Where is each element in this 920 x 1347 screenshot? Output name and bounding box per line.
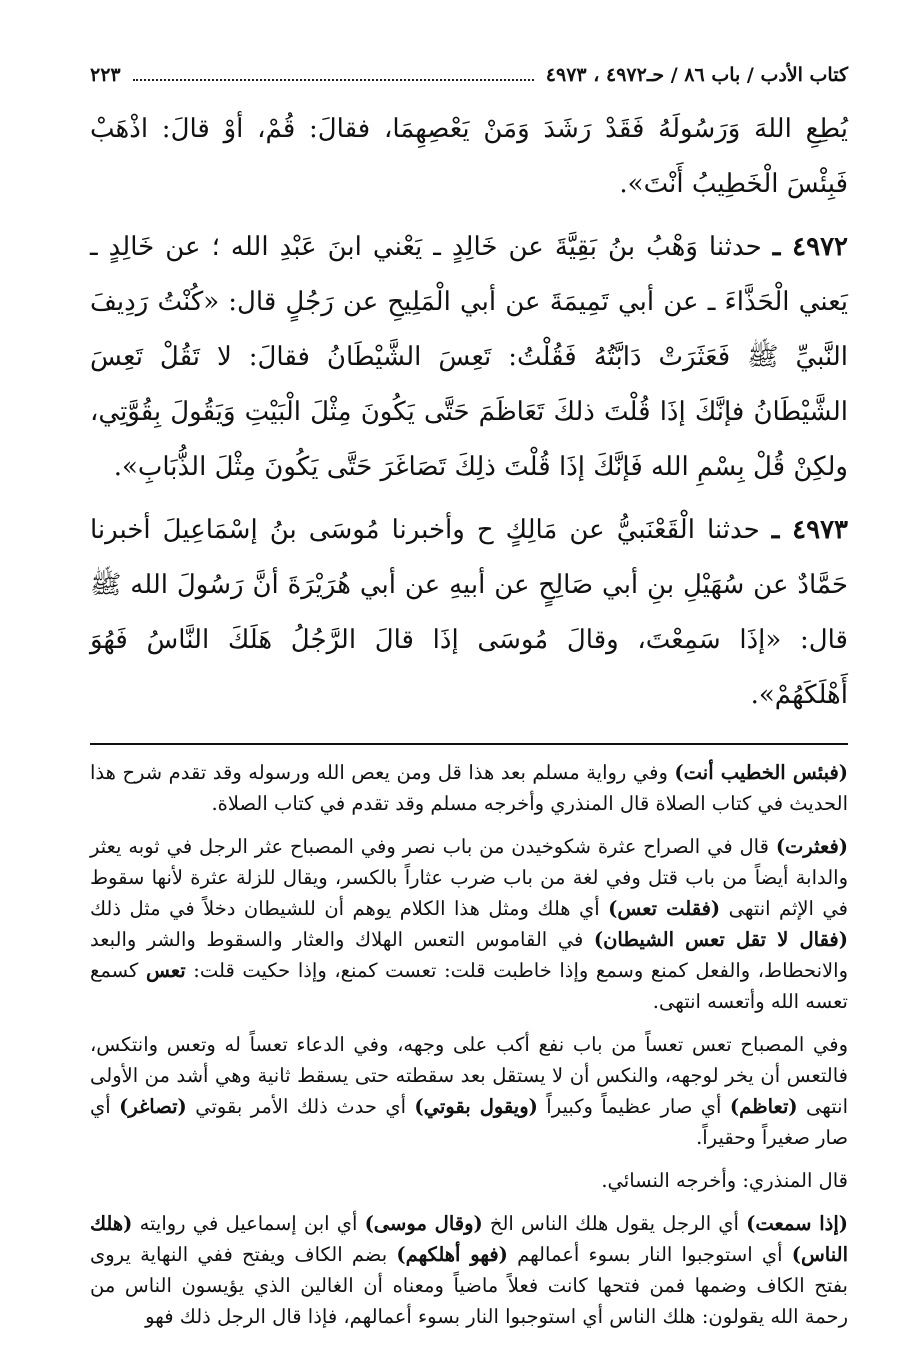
hadith-number: ٤٩٧٣ ـ bbox=[771, 515, 848, 545]
note-paragraph: (فعثرت) قال في الصراح عثرة شكوخيدن من باب نصر وفي المصباح عثر الرجل في ثوبه يعثر والدابة أيضاً من باب قتل وفي لغة من باب ضرب عثاراً بالكسر، ويقال للزلة عثرة لأنها سقوط في الإثم انتهى (فقلت تعس) أي هلك ومثل هذا الكلام يوهم أن للشيطان دخلاً في مثل ذلك (فقال لا تقل تعس الشيطان) في القاموس التعس الهلاك والعثار والسقوط والشر والبعد والانحطاط، والفعل كمنع وسمع وإذا خاطبت قلت: تعست كمنع، وإذا حكيت قلت: تعس كسمع تعسه الله وأتعسه انتهى. bbox=[90, 835, 849, 1013]
hadith-4972 bbox=[90, 220, 848, 495]
page-number: ٢٢٣ bbox=[90, 64, 121, 86]
note-paragraph: (إذا سمعت) أي الرجل يقول هلك الناس الخ (وقال موسى) أي ابن إسماعيل في روايته (هلك الناس) أي استوجبوا النار بسوء أعمالهم (فهو أهلكهم) بضم الكاف ويفتح ففي النهاية يروى بفتح الكاف وضمها فمن فتحها كانت فعلاً ماضياً ومعناه أن الغالين الذي يؤيسون الناس من رحمة الله يقولون: هلك الناس أي استوجبوا النار بسوء أعمالهم، فإذا قال الرجل ذلك فهو bbox=[90, 1212, 849, 1328]
hadith-body: حدثنا وَهْبُ بنُ بَقِيَّةَ عن خَالِدٍ ـ يَعْني ابنَ عَبْدِ الله ؛ عن خَالِدٍ ـ يَعني الْحَذَّاءَ ـ عن أبي تَمِيمَةَ عن أبي الْمَلِيحِ عن رَجُلٍ قال: «كُنْتُ رَدِيفَ النَّبيِّ ﷺ فَعَثَرَتْ دَابَّتُهُ فَقُلْتُ: تَعِسَ الشَّيْطَانُ فقالَ: لا تَقُلْ تَعِسَ الشَّيْطَانُ فإنَّكَ إذَا قُلْتَ ذلكَ تَعَاظَمَ حَتَّى يَكُونَ مِثْلَ الْبَيْتِ وَيَقُولَ بِقُوَّتِي، ولكِنْ قُلْ بِسْمِ الله فَإنَّكَ إذَا قُلْتَ ذلِكَ تَصَاغَرَ حَتَّى يَكُونَ مِثْلَ الذُّبَابِ». bbox=[90, 232, 848, 482]
footnote-divider bbox=[90, 743, 848, 745]
hadith-body: حدثنا الْقَعْنَبيُّ عن مَالِكٍ ح وأخبرنا مُوسَى بنُ إسْمَاعِيلَ أخبرنا حَمَّادٌ عن سُهَيْلِ بنِ أبي صَالِحٍ عن أبيهِ عن أبي هُرَيْرَةَ أنَّ رَسُولَ الله ﷺ قال: «إذَا سَمِعْتَ، وقالَ مُوسَى إذَا قالَ الرَّجُلُ هَلَكَ النَّاسُ فَهُوَ أَهْلَكَهُمْ». bbox=[90, 515, 848, 710]
hadith-number: ٤٩٧٢ ـ bbox=[772, 232, 849, 262]
running-title: كتاب الأدب / باب ٨٦ / حـ٤٩٧٢ ، ٤٩٧٣ bbox=[545, 64, 848, 86]
leader-dots bbox=[133, 63, 534, 81]
commentary bbox=[90, 757, 848, 1332]
note-paragraph: قال المنذري: وأخرجه النسائي. bbox=[601, 1169, 848, 1192]
hadith-continuation: يُطِعِ اللهَ وَرَسُولَهُ فَقَدْ رَشَدَ وَمَنْ يَعْصِهِمَا، فقالَ: قُمْ، أوْ قالَ: اذْهَبْ فَبِئْسَ الْخَطِيبُ أَنْتَ». bbox=[90, 114, 848, 199]
note-paragraph: (فبئس الخطيب أنت) وفي رواية مسلم بعد هذا قل ومن يعص الله ورسوله وقد تقدم شرح هذا الحديث في كتاب الصلاة قال المنذري وأخرجه مسلم وقد تقدم في كتاب الصلاة. bbox=[90, 761, 849, 815]
hadith-text bbox=[90, 102, 848, 723]
note-paragraph: وفي المصباح تعس تعساً من باب نفع أكب على وجهه، وفي الدعاء تعساً له وتعس وانتكس، فالتعس أن يخر لوجهه، والنكس أن لا يستقل بعد سقطته حتى يسقط ثانية وهي أشد من الأولى انتهى (تعاظم) أي صار عظيماً وكبيراً (ويقول بقوتي) أي حدث ذلك الأمر بقوتي (تصاغر) أي صار صغيراً وحقيراً. bbox=[90, 1033, 849, 1149]
page-header bbox=[90, 58, 848, 92]
hadith-4973 bbox=[90, 503, 848, 723]
